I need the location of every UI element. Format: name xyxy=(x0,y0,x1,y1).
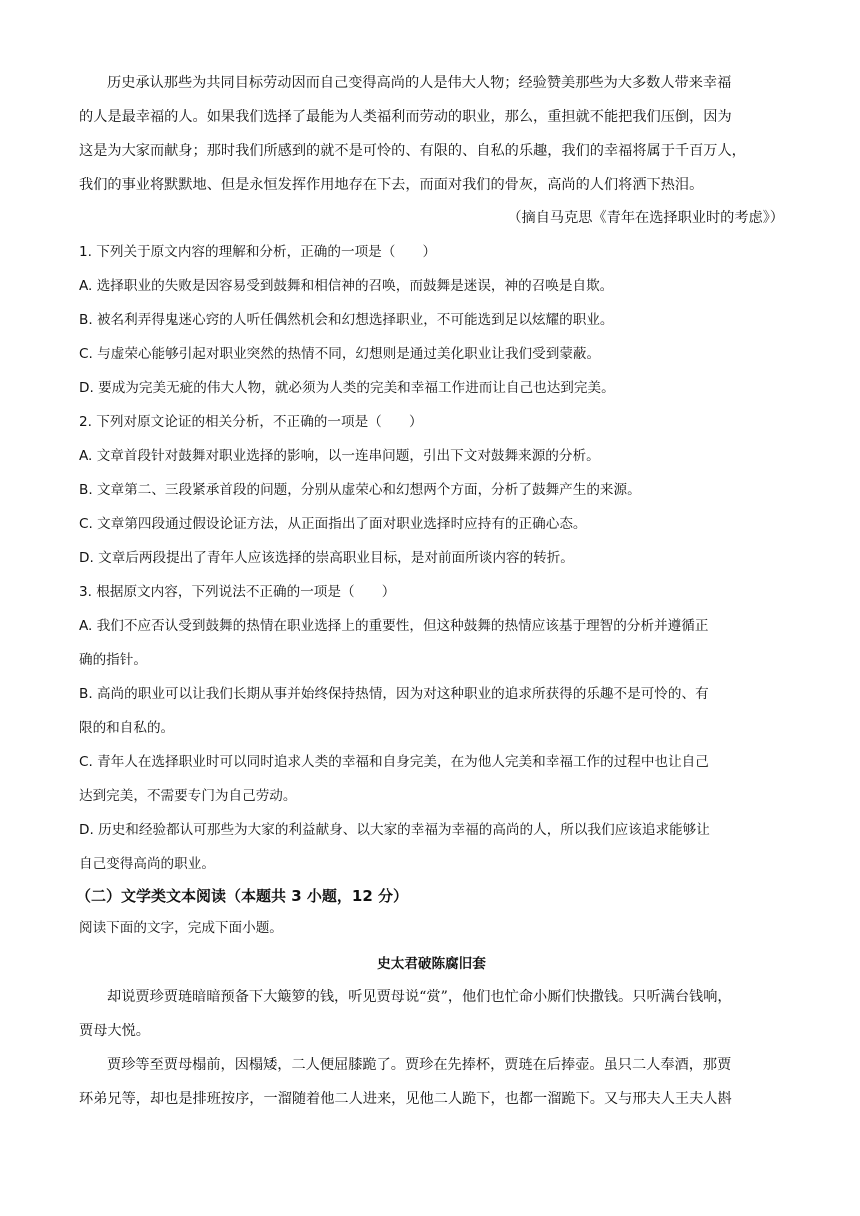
passage-source: （摘自马克思《青年在选择职业时的考虑》） xyxy=(507,210,784,226)
story-title: 史太君破陈腐旧套 xyxy=(377,956,486,972)
question-1-stem: 1. 下列关于原文内容的理解和分析，正确的一项是（ ） xyxy=(79,244,437,260)
question-1-option-b: B. 被名利弄得鬼迷心窍的人听任偶然机会和幻想选择职业，不可能选到足以炫耀的职业。 xyxy=(79,312,614,328)
question-2-option-b: B. 文章第二、三段紧承首段的问题，分别从虚荣心和幻想两个方面，分析了鼓舞产生的来源。 xyxy=(79,482,641,498)
question-2-option-c: C. 文章第四段通过假设论证方法，从正面指出了面对职业选择时应持有的正确心态。 xyxy=(79,516,587,532)
passage-paragraph xyxy=(79,66,783,202)
question-3-option-a-line2: 确的指针。 xyxy=(79,652,147,668)
section-heading: （二）文学类文本阅读（本题共 3 小题，12 分） xyxy=(76,887,408,905)
question-3-option-b-line1: B. 高尚的职业可以让我们长期从事并始终保持热情，因为对这种职业的追求所获得的乐趣不是可怜的、有 xyxy=(79,686,709,702)
question-3-option-b-line2: 限的和自私的。 xyxy=(79,720,175,736)
question-3-option-a-line1: A. 我们不应否认受到鼓舞的热情在职业选择上的重要性，但这种鼓舞的热情应该基于理智的分析并遵循正 xyxy=(79,618,709,634)
story-line: 贾珍等至贾母榻前，因榻矮，二人便屈膝跪了。贾珍在先捧杯，贾琏在后捧壶。虽只二人奉酒，那贾 xyxy=(107,1057,732,1073)
passage-line: 这是为大家而献身；那时我们所感到的就不是可怜的、有限的、自私的乐趣，我们的幸福将属于千百万人， xyxy=(79,143,746,159)
passage-line: 我们的事业将默默地、但是永恒发挥作用地存在下去，而面对我们的骨灰，高尚的人们将洒下热泪。 xyxy=(79,177,704,193)
story-paragraph-2 xyxy=(79,1048,783,1116)
story-paragraph-1 xyxy=(79,980,783,1048)
story-line: 环弟兄等，却也是排班按序，一溜随着他二人进来，见他二人跪下，也都一溜跪下。又与邢夫人王夫人斟 xyxy=(79,1091,732,1107)
story-line: 贾母大悦。 xyxy=(79,1023,150,1039)
section-instruction: 阅读下面的文字，完成下面小题。 xyxy=(79,920,283,936)
story-line: 却说贾珍贾琏暗暗预备下大簸箩的钱，听见贾母说“赏”，他们也忙命小厮们快撒钱。只听满台钱响， xyxy=(107,989,732,1005)
question-2-option-a: A. 文章首段针对鼓舞对职业选择的影响，以一连串问题，引出下文对鼓舞来源的分析。 xyxy=(79,448,600,464)
question-3-option-c-line1: C. 青年人在选择职业时可以同时追求人类的幸福和自身完美，在为他人完美和幸福工作的过程中也让自己 xyxy=(79,754,709,770)
question-1-option-d: D. 要成为完美无疵的伟大人物，就必须为人类的完美和幸福工作进而让自己也达到完美。 xyxy=(79,380,615,396)
question-3-option-c-line2: 达到完美，不需要专门为自己劳动。 xyxy=(79,788,297,804)
passage-line: 历史承认那些为共同目标劳动因而自己变得高尚的人是伟大人物；经验赞美那些为大多数人带来幸福 xyxy=(107,75,732,91)
question-3-stem: 3. 根据原文内容，下列说法不正确的一项是（ ） xyxy=(79,584,396,600)
question-1-option-c: C. 与虚荣心能够引起对职业突然的热情不同，幻想则是通过美化职业让我们受到蒙蔽。 xyxy=(79,346,601,362)
question-3-option-d-line1: D. 历史和经验都认可那些为大家的利益献身、以大家的幸福为幸福的高尚的人，所以我们应该追求能够让 xyxy=(79,822,710,838)
passage-line: 的人是最幸福的人。如果我们选择了最能为人类福利而劳动的职业，那么，重担就不能把我们压倒，因为 xyxy=(79,109,732,125)
question-1-option-a: A. 选择职业的失败是因容易受到鼓舞和相信神的召唤，而鼓舞是迷误，神的召唤是自欺。 xyxy=(79,278,614,294)
question-3-option-d-line2: 自己变得高尚的职业。 xyxy=(79,856,215,872)
question-2-option-d: D. 文章后两段提出了青年人应该选择的崇高职业目标，是对前面所谈内容的转折。 xyxy=(79,550,574,566)
question-2-stem: 2. 下列对原文论证的相关分析，不正确的一项是（ ） xyxy=(79,414,423,430)
